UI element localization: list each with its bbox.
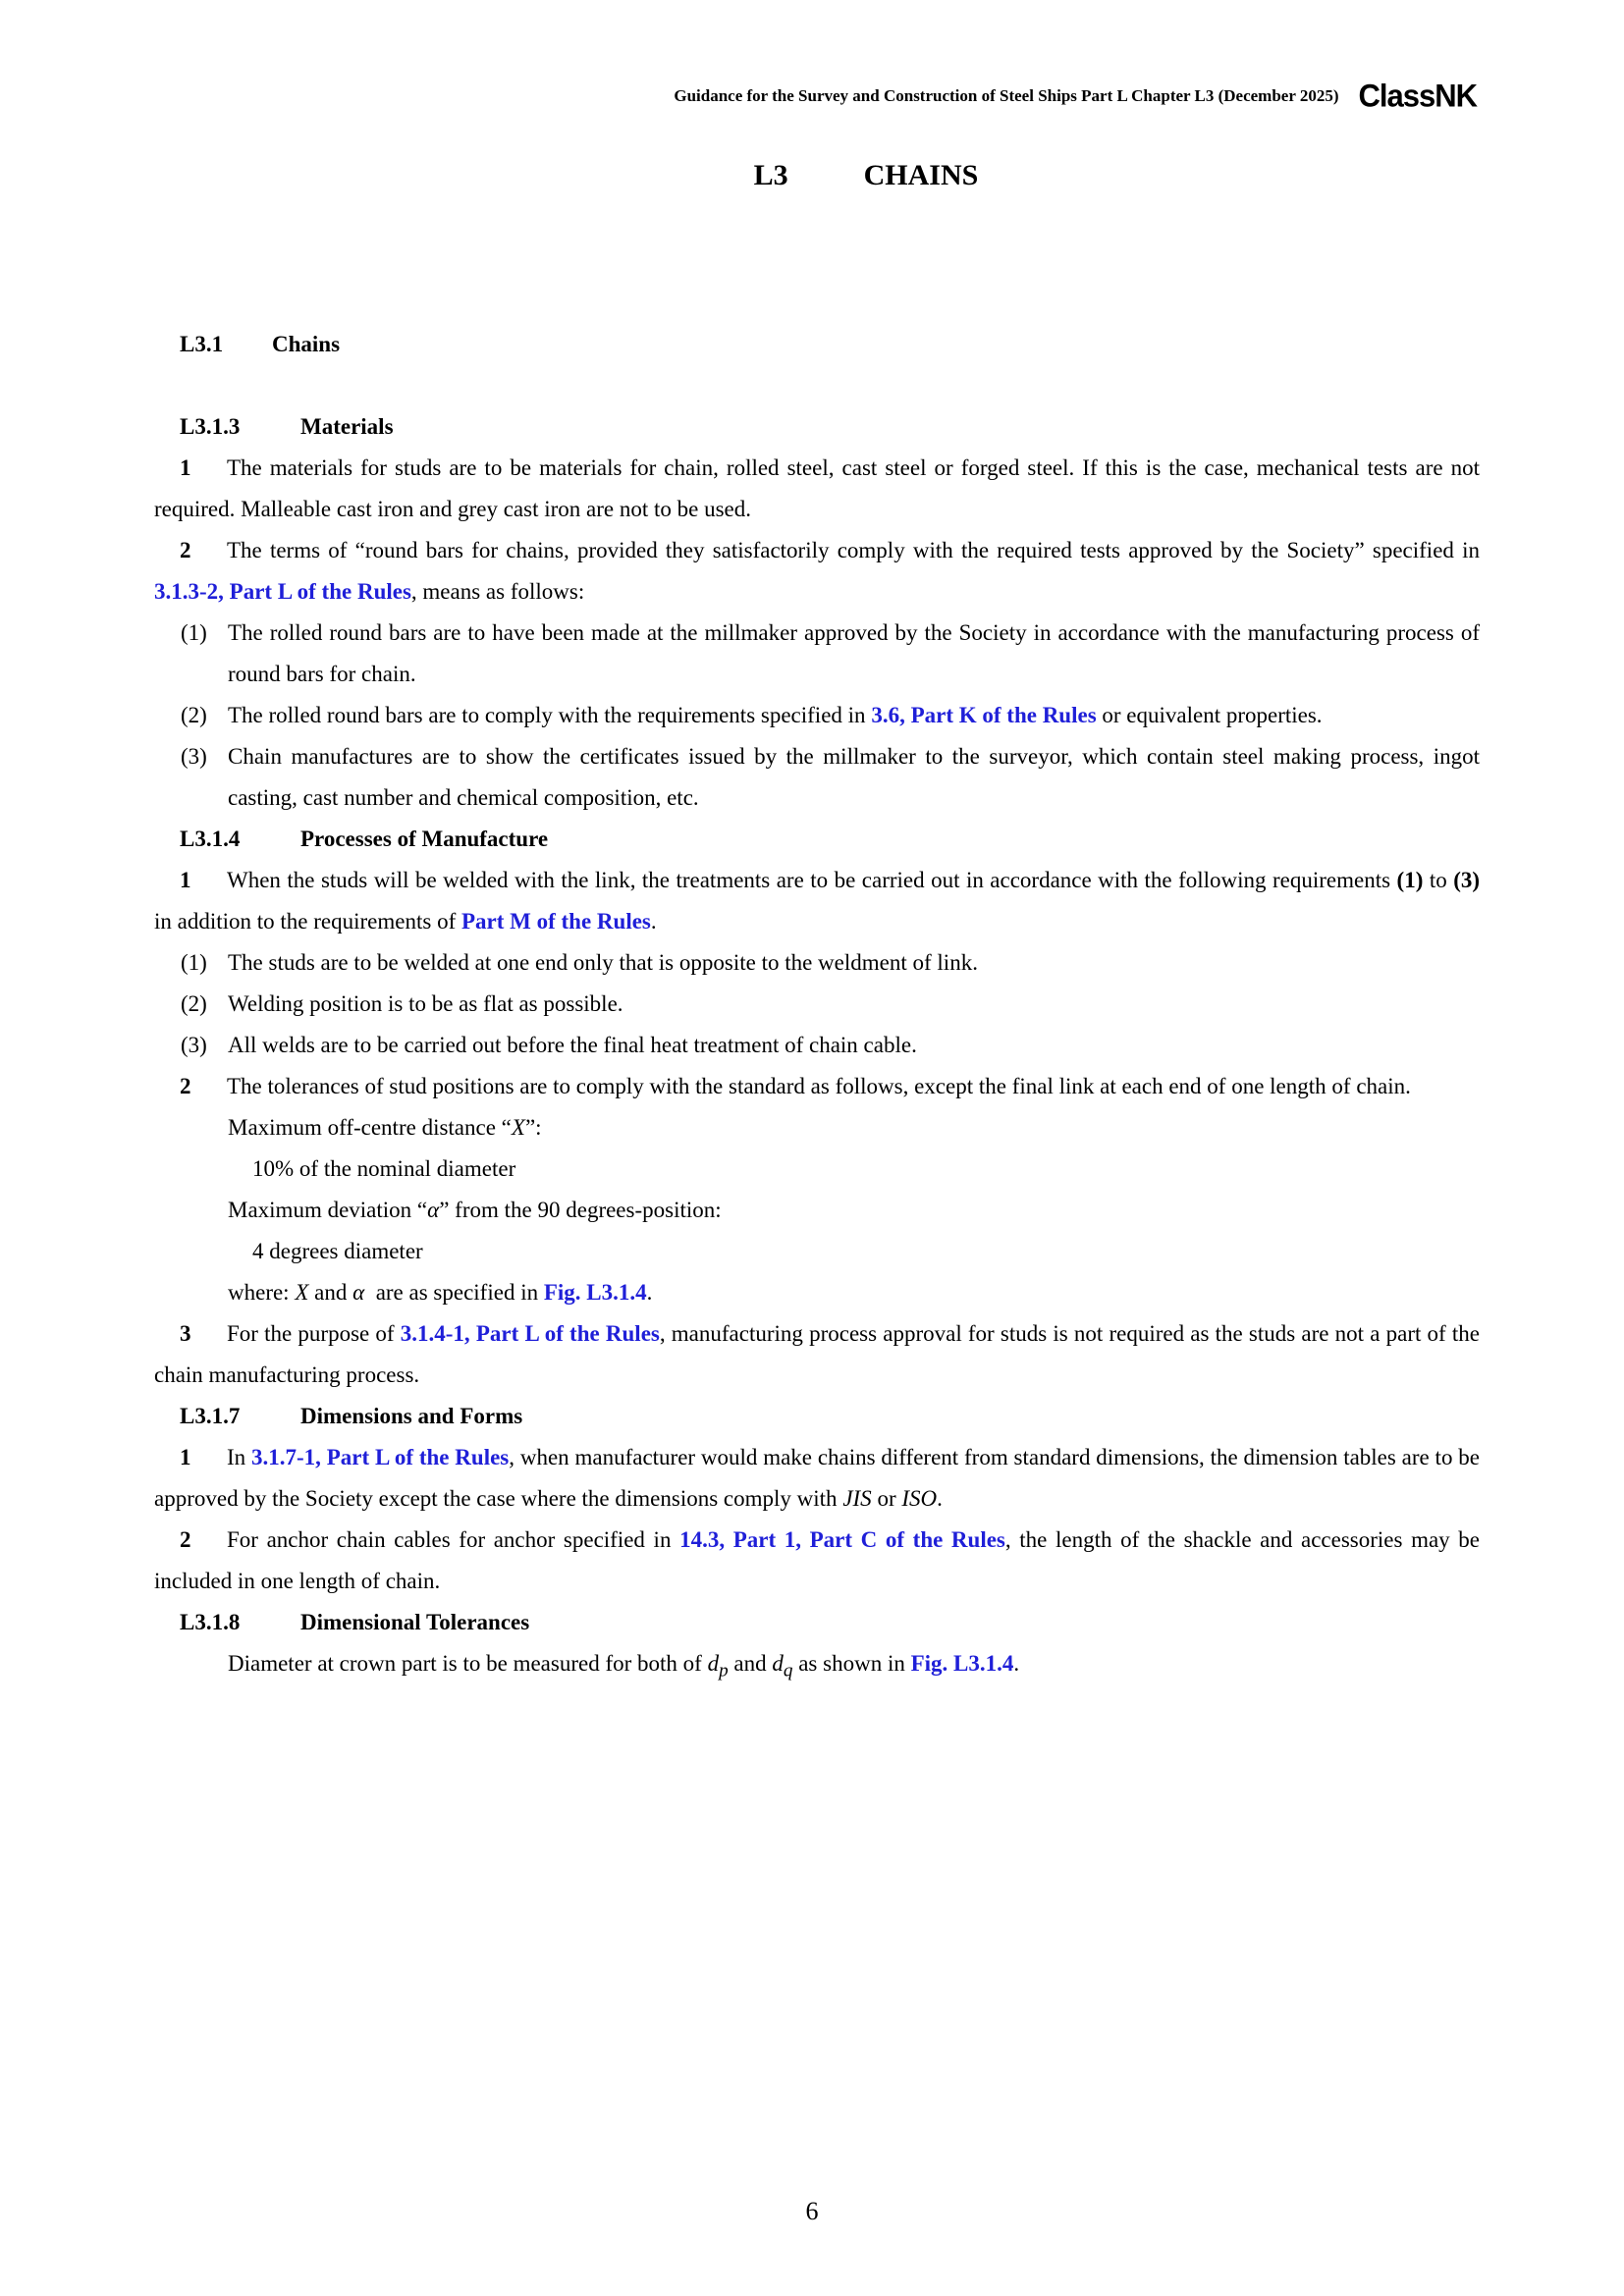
section-title: Chains xyxy=(272,332,341,356)
figure-reference-link[interactable]: Fig. L3.1.4 xyxy=(910,1651,1014,1676)
item-reference: (3) xyxy=(1453,868,1481,892)
tolerance-text: Maximum deviation “ xyxy=(228,1198,428,1222)
paragraph-l314-2 xyxy=(154,1066,1480,1107)
item-text: All welds are to be carried out before the final heat treatment of chain cable. xyxy=(228,1033,917,1057)
item-text-part: The rolled round bars are to comply with the requirements specified in xyxy=(228,703,872,727)
item-number: (1) xyxy=(181,950,207,975)
section-title: Processes of Manufacture xyxy=(300,827,549,851)
section-number: L3.1.7 xyxy=(180,1404,241,1428)
section-number: L3.1.3 xyxy=(180,414,241,439)
paragraph-text: and xyxy=(728,1651,773,1676)
paragraph-number: 3 xyxy=(180,1321,191,1346)
section-title: Dimensional Tolerances xyxy=(300,1610,530,1634)
section-title: Dimensions and Forms xyxy=(300,1404,523,1428)
item-reference: (1) xyxy=(1396,868,1424,892)
paragraph-l313-1 xyxy=(154,448,1480,530)
running-header: Guidance for the Survey and Construction of Steel Ships Part L Chapter L3 (December 2025) xyxy=(674,86,1339,105)
paragraph-l317-2 xyxy=(154,1520,1480,1602)
rule-reference-link[interactable]: 14.3, Part 1, Part C of the Rules xyxy=(679,1527,1005,1552)
list-item xyxy=(154,1025,1480,1066)
rule-reference-link[interactable]: 3.1.4-1, Part L of the Rules xyxy=(400,1321,660,1346)
paragraph-text: When the studs will be welded with the link, the treatments are to be carried out in accordance with the following requirements xyxy=(227,868,1397,892)
symbol-d: d xyxy=(707,1651,720,1676)
paragraph-number: 2 xyxy=(180,538,191,562)
rule-reference-link[interactable]: 3.1.7-1, Part L of the Rules xyxy=(250,1445,510,1469)
section-heading-l3-1-4 xyxy=(180,819,1480,860)
symbol-x: X xyxy=(295,1280,309,1305)
section-number: L3.1.8 xyxy=(180,1610,241,1634)
paragraph-number: 1 xyxy=(180,868,191,892)
paragraph-text: The materials for studs are to be materials for chain, rolled steel, cast steel or forged steel. If this is the case, mechanical tests are not required. Malleable cast iron and grey cast iron are not to be used. xyxy=(154,455,1480,521)
paragraph-l314-1 xyxy=(154,860,1480,942)
classnk-logo: ClassNK xyxy=(1358,78,1477,114)
list-item xyxy=(154,695,1480,736)
item-text xyxy=(228,613,1480,695)
item-number: (3) xyxy=(181,1033,207,1057)
paragraph-text: In xyxy=(227,1445,251,1469)
standard-iso: ISO xyxy=(901,1486,938,1511)
tolerance-text: Maximum off-centre distance “ xyxy=(228,1115,512,1140)
symbol-x: X xyxy=(511,1115,525,1140)
paragraph-text: The tolerances of stud positions are to comply with the standard as follows, except the final link at each end of one length of chain. xyxy=(227,1074,1411,1098)
paragraph-text: , means as follows: xyxy=(410,579,585,604)
tolerance-line-x xyxy=(228,1107,1480,1148)
paragraph-number: 2 xyxy=(180,1527,191,1552)
paragraph-l317-1 xyxy=(154,1437,1480,1520)
paragraph-number: 1 xyxy=(180,1445,191,1469)
rule-reference-link[interactable]: 3.1.3-2, Part L of the Rules xyxy=(154,579,411,604)
subscript-p: p xyxy=(719,1660,729,1682)
tolerance-text: ”: xyxy=(524,1115,542,1140)
tolerance-value-alpha: 4 degrees diameter xyxy=(252,1239,423,1263)
item-text xyxy=(228,695,1480,736)
item-text-part: The rolled round bars are to have been made at the millmaker approved by the Society in accordance with the manufacturing process of round bars for chain. xyxy=(228,620,1480,686)
section-number: L3.1.4 xyxy=(180,827,241,851)
rule-reference-link[interactable]: Part M of the Rules xyxy=(460,909,651,934)
list-item xyxy=(154,942,1480,984)
symbol-alpha: α xyxy=(427,1198,440,1222)
item-text-part: Chain manufactures are to show the certificates issued by the millmaker to the surveyor, which contain steel making process, ingot casting, cast number and chemical composition, etc. xyxy=(228,744,1480,810)
item-number: (2) xyxy=(181,703,207,727)
item-number: (2) xyxy=(181,991,207,1016)
chapter-number: L3 xyxy=(753,159,788,191)
paragraph-text: The terms of “round bars for chains, provided they satisfactorily comply with the required tests approved by the Society” specified in xyxy=(227,538,1480,562)
paragraph-text: . xyxy=(937,1486,943,1511)
paragraph-text: Diameter at crown part is to be measured for both of xyxy=(228,1651,708,1676)
section-heading-l3-1-8 xyxy=(180,1602,1480,1643)
page-header xyxy=(674,79,1477,114)
item-text: Welding position is to be as flat as possible. xyxy=(228,991,623,1016)
paragraph-number: 1 xyxy=(180,455,191,480)
list-item xyxy=(154,613,1480,695)
where-text: . xyxy=(646,1280,653,1305)
subscript-q: q xyxy=(783,1660,793,1682)
paragraph-text: , when manufacturer would make chains different from standard dimensions, the dimension tables are to be approved by the Society except the case where the dimensions comply with xyxy=(154,1445,1480,1511)
tolerance-text: ” from the 90 degrees-position: xyxy=(439,1198,722,1222)
paragraph-text: , manufacturing process approval for studs is not required as the studs are not a part of the chain manufacturing process. xyxy=(154,1321,1480,1387)
paragraph-l318 xyxy=(228,1643,1480,1692)
item-text: The studs are to be welded at one end only that is opposite to the weldment of link. xyxy=(228,950,978,975)
where-text: where: xyxy=(228,1280,296,1305)
paragraph-number: 2 xyxy=(180,1074,191,1098)
item-number: (3) xyxy=(181,744,207,769)
figure-reference-link[interactable]: Fig. L3.1.4 xyxy=(543,1280,647,1305)
section-heading-l3-1-3 xyxy=(180,406,1480,448)
item-text-part: or equivalent properties. xyxy=(1096,703,1323,727)
paragraph-text: For anchor chain cables for anchor specified in xyxy=(227,1527,680,1552)
tolerance-line-alpha xyxy=(228,1190,1480,1231)
tolerance-where xyxy=(228,1272,1480,1313)
symbol-d: d xyxy=(772,1651,784,1676)
where-text: and xyxy=(308,1280,353,1305)
section-number: L3.1 xyxy=(180,332,224,356)
rule-reference-link[interactable]: 3.6, Part K of the Rules xyxy=(871,703,1097,727)
paragraph-text: or xyxy=(871,1486,902,1511)
paragraph-text: to xyxy=(1423,868,1454,892)
paragraph-l314-3 xyxy=(154,1313,1480,1396)
standard-jis: JIS xyxy=(842,1486,872,1511)
page-number: 6 xyxy=(805,2197,819,2225)
where-text: are as specified in xyxy=(364,1280,544,1305)
symbol-alpha: α xyxy=(352,1280,365,1305)
list-item xyxy=(154,984,1480,1025)
paragraph-text: in addition to the requirements of xyxy=(154,909,461,934)
paragraph-l313-2 xyxy=(154,530,1480,613)
paragraph-text: as shown in xyxy=(792,1651,911,1676)
tolerance-value-x: 10% of the nominal diameter xyxy=(252,1156,516,1181)
item-text xyxy=(228,736,1480,819)
item-number: (1) xyxy=(181,620,207,645)
chapter-title xyxy=(0,159,1624,192)
section-heading-l3-1 xyxy=(180,324,1480,365)
paragraph-text: . xyxy=(650,909,657,934)
paragraph-text: , the length of the shackle and accessories may be included in one length of chain. xyxy=(154,1527,1480,1593)
section-heading-l3-1-7 xyxy=(180,1396,1480,1437)
document-body xyxy=(154,324,1480,1692)
section-title: Materials xyxy=(300,414,394,439)
list-item xyxy=(154,736,1480,819)
chapter-name: CHAINS xyxy=(863,159,979,191)
paragraph-text: . xyxy=(1013,1651,1020,1676)
paragraph-text: For the purpose of xyxy=(227,1321,401,1346)
